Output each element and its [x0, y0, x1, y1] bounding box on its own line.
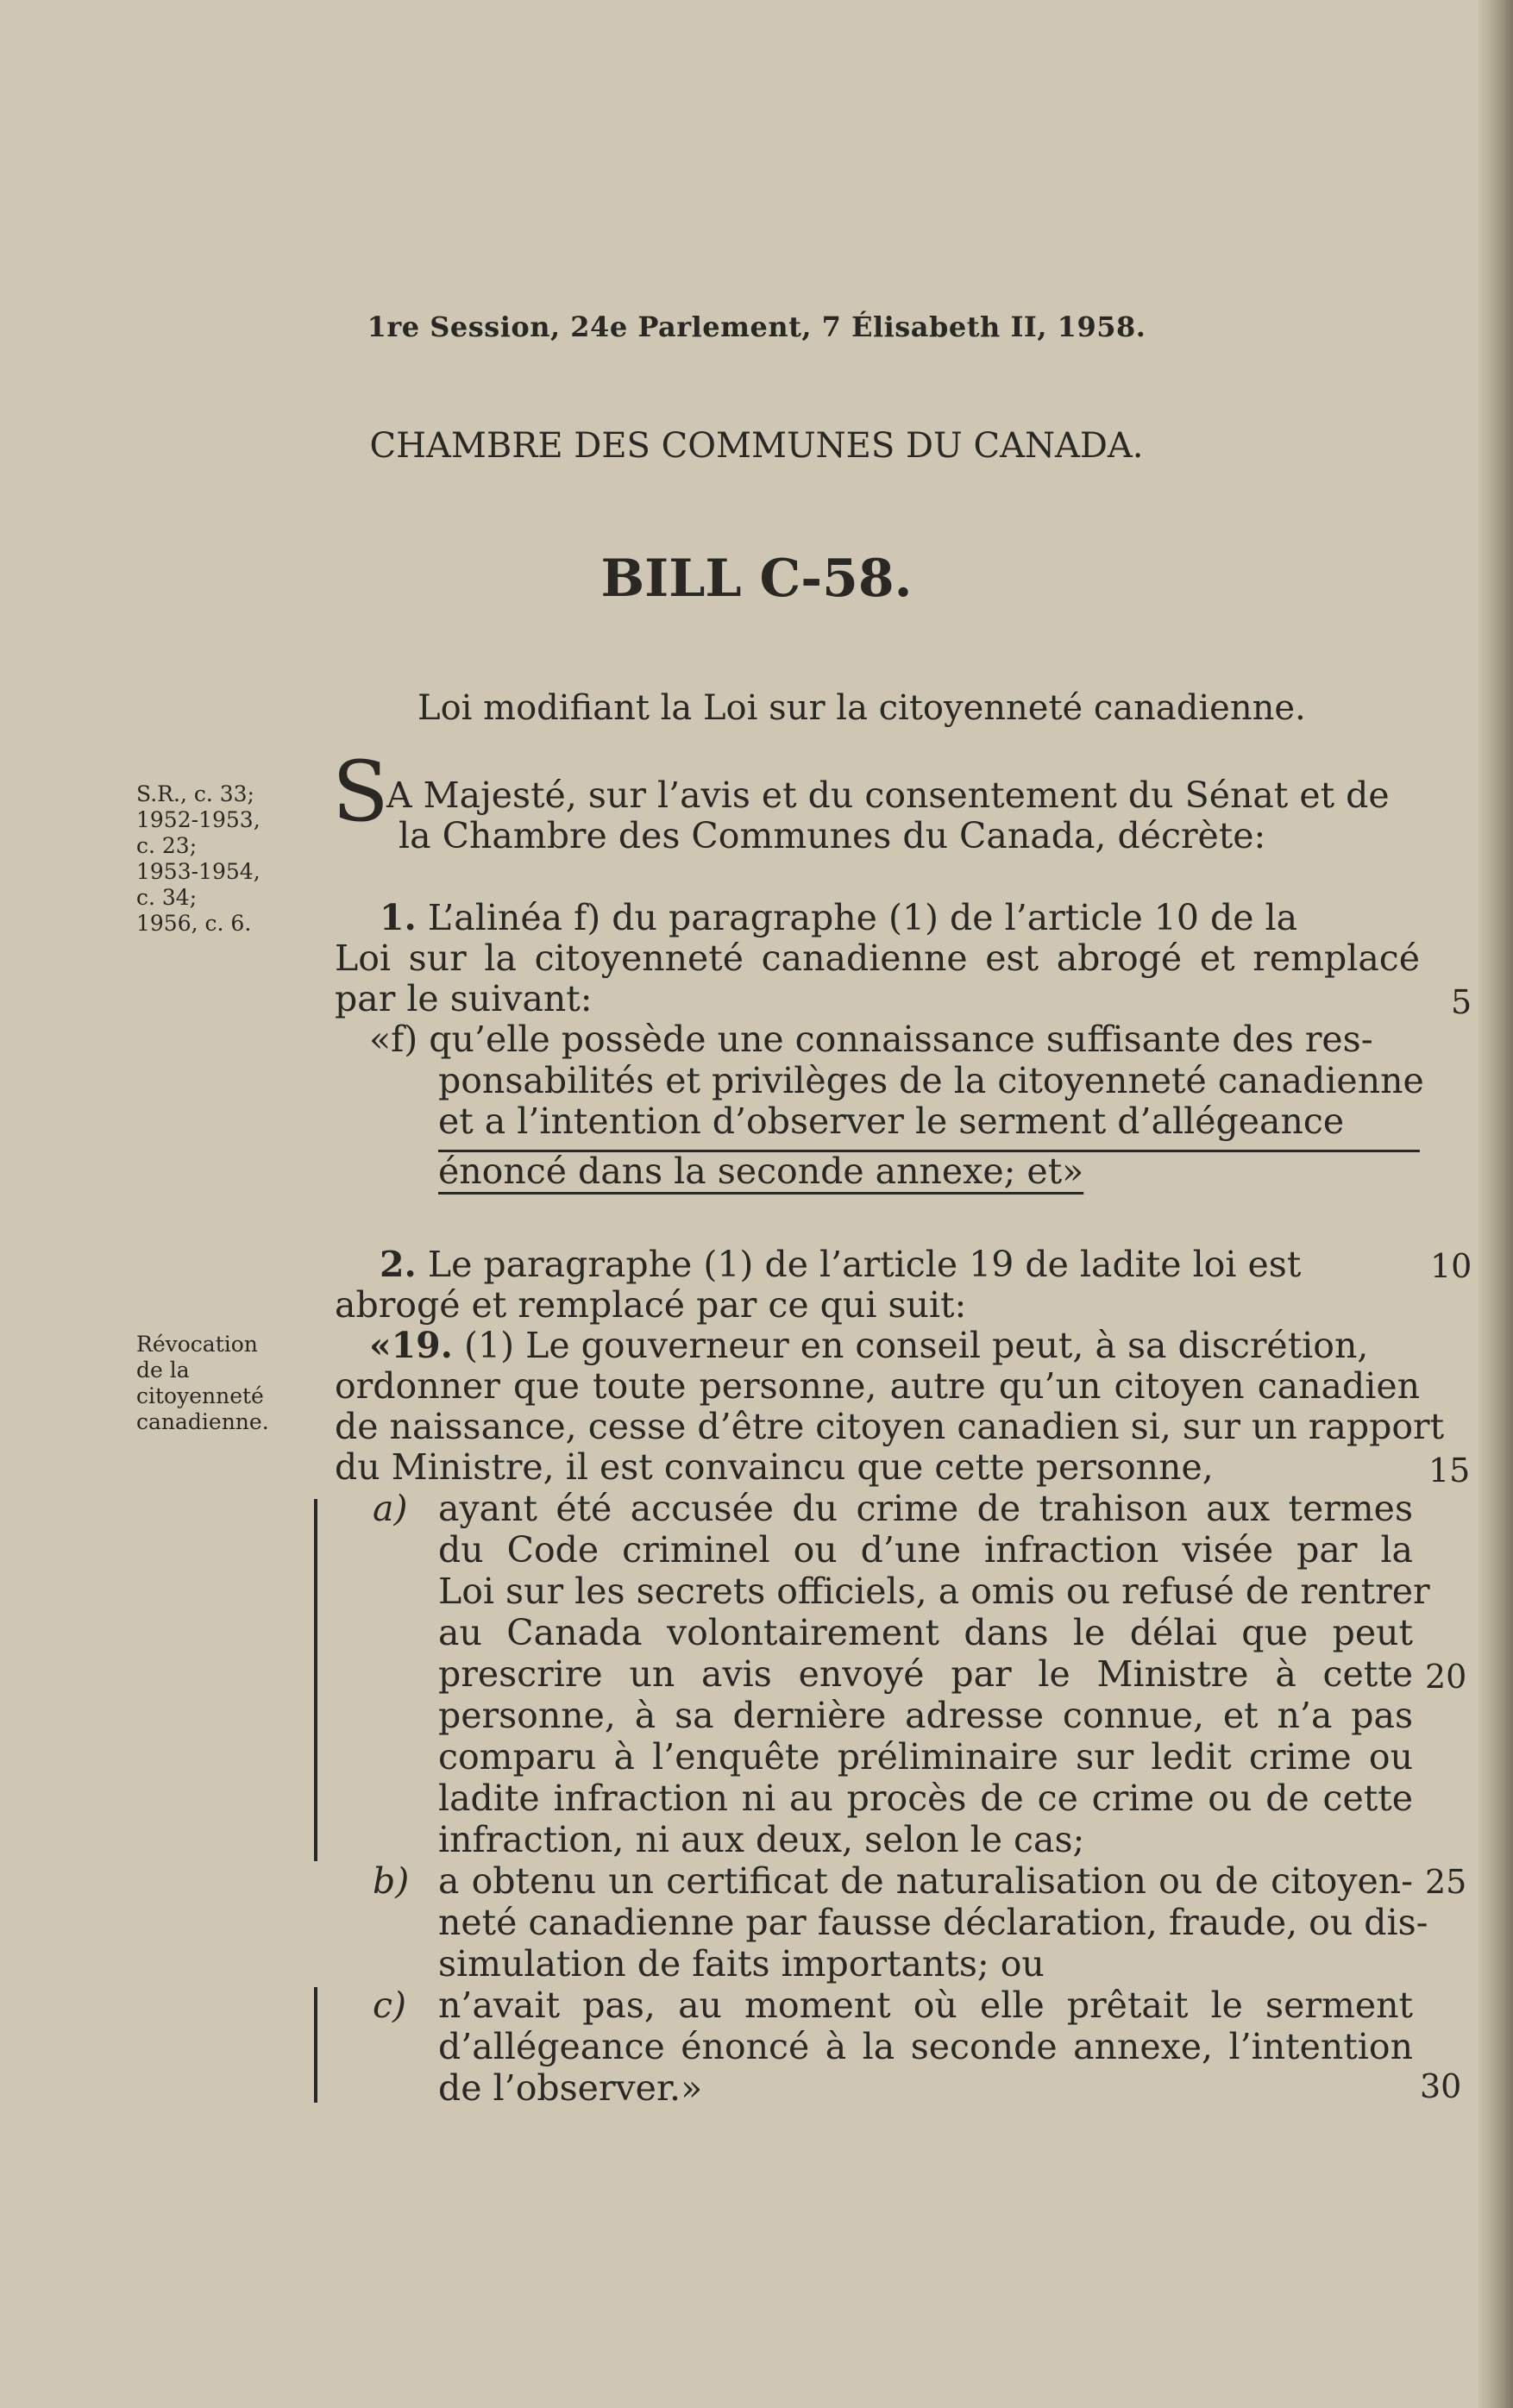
enacting-line-2: la Chambre des Communes du Canada, décrète:	[399, 815, 1266, 856]
para-a-line: du Code criminel ou d’une infraction visée par la	[438, 1529, 1413, 1571]
para-a-label: a)	[373, 1488, 408, 1529]
para-a-line: Loi sur les secrets officiels, a omis ou refusé de rentrer	[438, 1571, 1430, 1612]
section-2-line-2: abrogé et remplacé par ce qui suit:	[335, 1284, 967, 1326]
line-number: 10	[1430, 1247, 1472, 1285]
session-heading: 1re Session, 24e Parlement, 7 Élisabeth II, 1958.	[367, 310, 1146, 343]
para-a-line: au Canada volontairement dans le délai que peut	[438, 1612, 1413, 1653]
line-number: 15	[1428, 1452, 1471, 1489]
s19-number: «19.	[369, 1325, 453, 1366]
citation-note: S.R., c. 33; 1952-1953, c. 23; 1953-1954, c. 34; 1956, c. 6.	[136, 781, 261, 936]
drop-cap: S	[332, 743, 389, 840]
para-a-line: prescrire un avis envoyé par le Ministre à cette	[438, 1653, 1413, 1695]
para-c-line: n’avait pas, au moment où elle prêtait le serment	[438, 1985, 1413, 2026]
line-number: 25	[1425, 1863, 1467, 1901]
line-number: 5	[1451, 983, 1472, 1021]
line-number: 20	[1425, 1658, 1467, 1696]
s19-line-2: ordonner que toute personne, autre qu’un citoyen canadien	[335, 1365, 1420, 1407]
para-f-line-3: et a l’intention d’observer le serment d’allégeance	[438, 1101, 1345, 1142]
para-b-line: a obtenu un certificat de naturalisation ou de citoyen-	[438, 1860, 1413, 1902]
para-c-line: de l’observer.»	[438, 2067, 703, 2109]
para-c-label: c)	[373, 1985, 406, 2026]
para-b-line: neté canadienne par fausse déclaration, fraude, ou dis-	[438, 1902, 1428, 1943]
revision-bar	[314, 1987, 317, 2103]
para-f-line-1: «f) qu’elle possède une connaissance suffisante des res-	[369, 1019, 1373, 1060]
para-a-line: ladite infraction ni au procès de ce crime ou de cette	[438, 1778, 1413, 1819]
section-2-line-1: 2. Le paragraphe (1) de l’article 19 de ladite loi est	[380, 1244, 1302, 1285]
para-f-line-4: énoncé dans la seconde annexe; et»	[438, 1151, 1084, 1192]
revision-bar	[314, 1499, 317, 1861]
section-2-number: 2.	[380, 1244, 417, 1285]
line-number: 30	[1420, 2067, 1462, 2105]
long-title: Loi modifiant la Loi sur la citoyenneté canadienne.	[417, 688, 1306, 728]
para-c-line: d’allégeance énoncé à la seconde annexe, l’intention	[438, 2026, 1413, 2067]
para-a-line: ayant été accusée du crime de trahison aux termes	[438, 1488, 1413, 1529]
para-a-line: personne, à sa dernière adresse connue, et n’a pas	[438, 1695, 1413, 1736]
para-f-line-2: ponsabilités et privilèges de la citoyenneté canadienne	[438, 1060, 1424, 1101]
house-heading: CHAMBRE DES COMMUNES DU CANADA.	[369, 426, 1144, 466]
s19-line-3: de naissance, cesse d’être citoyen canadien si, sur un rapport	[335, 1406, 1445, 1447]
revocation-note: Révocation de la citoyenneté canadienne.	[136, 1332, 269, 1434]
para-a-line: infraction, ni aux deux, selon le cas;	[438, 1819, 1085, 1860]
page-edge	[1478, 0, 1513, 2408]
enacting-line-1: A Majesté, sur l’avis et du consentement du Sénat et de	[386, 774, 1390, 816]
section-1-line-2: Loi sur la citoyenneté canadienne est abrogé et remplacé	[335, 937, 1420, 979]
section-1-line-3: par le suivant:	[335, 978, 593, 1019]
para-b-label: b)	[373, 1860, 410, 1902]
s19-line-1: «19. (1) Le gouverneur en conseil peut, à sa discrétion,	[369, 1325, 1369, 1366]
para-a-line: comparu à l’enquête préliminaire sur ledit crime ou	[438, 1736, 1413, 1778]
bill-number: BILL C-58.	[600, 549, 913, 609]
section-1-line-1: 1. L’alinéa f) du paragraphe (1) de l’article 10 de la	[380, 897, 1298, 938]
s19-line-4: du Ministre, il est convaincu que cette personne,	[335, 1446, 1214, 1488]
para-b-line: simulation de faits importants; ou	[438, 1943, 1045, 1985]
section-1-number: 1.	[380, 897, 417, 938]
